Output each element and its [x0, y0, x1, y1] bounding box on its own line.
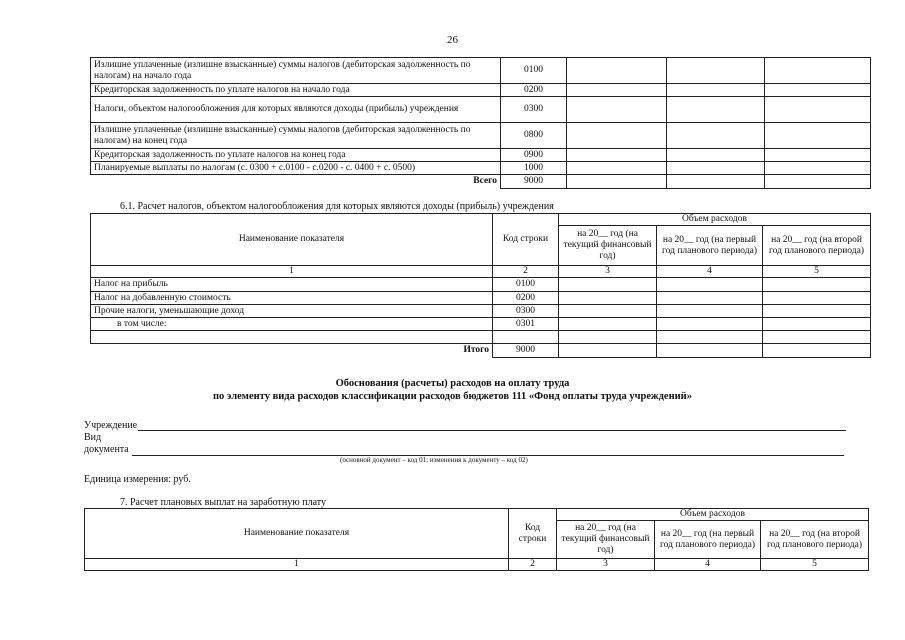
value-cell [559, 318, 657, 331]
row-code: 0200 [493, 292, 559, 305]
total-label: Всего [91, 175, 501, 189]
value-cell [667, 97, 765, 123]
header-volume: Объем расходов [557, 509, 869, 521]
row-name [91, 331, 493, 344]
value-cell [559, 278, 657, 292]
table-row [91, 123, 871, 149]
value-cell [763, 318, 871, 331]
value-cell [559, 305, 657, 318]
header-year-2: на 20__ год (на первый год планового периода) [655, 521, 761, 559]
value-cell [765, 162, 871, 175]
header-row [85, 509, 869, 521]
col-number: 4 [657, 266, 763, 278]
row-name: Налог на прибыль [91, 278, 493, 292]
header-row [91, 214, 871, 226]
value-cell [559, 331, 657, 344]
total-code: 9000 [493, 344, 559, 358]
value-cell [763, 305, 871, 318]
table-row [91, 305, 871, 318]
section-6-1-caption: 6.1. Расчет налогов, объектом налогообложения для которых являются доходы (прибыль) учреждения [120, 201, 554, 212]
value-cell [667, 149, 765, 162]
value-cell [765, 97, 871, 123]
column-number-row [85, 559, 869, 571]
col-number: 3 [559, 266, 657, 278]
header-year-1: на 20__ год (на текущий финансовый год) [559, 226, 657, 266]
row-name: Кредиторская задолженность по уплате налогов на начало года [91, 84, 501, 97]
value-cell [667, 175, 765, 189]
table-row [91, 58, 871, 84]
table-row [91, 292, 871, 305]
header-year-3: на 20__ год (на второй год планового периода) [763, 226, 871, 266]
value-cell [657, 278, 763, 292]
table-row [91, 318, 871, 331]
table-row [91, 331, 871, 344]
value-cell [567, 97, 667, 123]
value-cell [667, 84, 765, 97]
table-row [91, 84, 871, 97]
row-code [493, 331, 559, 344]
row-code: 0200 [501, 84, 567, 97]
header-year-2: на 20__ год (на первый год планового периода) [657, 226, 763, 266]
value-cell [559, 344, 657, 358]
justification-title: Обоснования (расчеты) расходов на оплату труда [335, 378, 570, 389]
col-number: 4 [655, 559, 761, 571]
value-cell [763, 278, 871, 292]
table-row [91, 149, 871, 162]
header-name: Наименование показателя [85, 509, 509, 559]
header-code: Код строки [509, 509, 557, 559]
doc-type-label: Вид [84, 432, 102, 443]
section-7-caption: 7. Расчет плановых выплат на заработную плату [120, 497, 327, 508]
table-row [91, 97, 871, 123]
row-name: Прочие налоги, уменьшающие доход [91, 305, 493, 318]
value-cell [765, 84, 871, 97]
value-cell [657, 344, 763, 358]
value-cell [657, 318, 763, 331]
header-year-1: на 20__ год (на текущий финансовый год) [557, 521, 655, 559]
table-row [91, 162, 871, 175]
page-number: 26 [447, 34, 458, 46]
doc-type-hint: (основной документ – код 01; изменения к документу – код 02) [340, 456, 528, 464]
col-number: 3 [557, 559, 655, 571]
row-code: 0800 [501, 123, 567, 149]
value-cell [657, 292, 763, 305]
row-name: Излишне уплаченные (излишне взысканные) суммы налогов (дебиторская задолженность по налогам) на конец года [91, 123, 501, 149]
value-cell [765, 123, 871, 149]
row-name: Налоги, объектом налогообложения для которых являются доходы (прибыль) учреждения [91, 97, 501, 123]
row-code: 0100 [493, 278, 559, 292]
row-name: в том числе: [91, 318, 493, 331]
unit-label: Единица измерения: руб. [84, 474, 191, 485]
doc-type-label-2: документа [84, 444, 129, 455]
row-code: 0300 [493, 305, 559, 318]
value-cell [765, 175, 871, 189]
row-code: 0301 [493, 318, 559, 331]
value-cell [567, 175, 667, 189]
header-volume: Объем расходов [559, 214, 871, 226]
value-cell [567, 58, 667, 84]
value-cell [765, 149, 871, 162]
total-label: Итого [91, 344, 493, 358]
value-cell [567, 123, 667, 149]
row-code: 0300 [501, 97, 567, 123]
value-cell [567, 84, 667, 97]
col-number: 1 [85, 559, 509, 571]
total-row [91, 344, 871, 358]
header-code: Код строки [493, 214, 559, 266]
col-number: 2 [509, 559, 557, 571]
institution-field[interactable] [138, 430, 846, 431]
row-name: Излишне уплаченные (излишне взысканные) суммы налогов (дебиторская задолженность по налогам) на начало года [91, 58, 501, 84]
row-name: Кредиторская задолженность по уплате налогов на конец года [91, 149, 501, 162]
salary-payments-table [84, 508, 869, 571]
value-cell [667, 123, 765, 149]
value-cell [667, 58, 765, 84]
row-name: Планируемые выплаты по налогам (с. 0300 + с.0100 - с.0200 - с. 0400 + с. 0500) [91, 162, 501, 175]
value-cell [765, 58, 871, 84]
value-cell [567, 149, 667, 162]
value-cell [763, 292, 871, 305]
value-cell [763, 344, 871, 358]
col-number: 5 [763, 266, 871, 278]
header-name: Наименование показателя [91, 214, 493, 266]
column-number-row [91, 266, 871, 278]
value-cell [657, 331, 763, 344]
value-cell [559, 292, 657, 305]
col-number: 1 [91, 266, 493, 278]
value-cell [567, 162, 667, 175]
table-row [91, 278, 871, 292]
tax-payments-table [90, 57, 871, 189]
row-code: 0100 [501, 58, 567, 84]
header-year-3: на 20__ год (на второй год планового периода) [761, 521, 869, 559]
value-cell [667, 162, 765, 175]
profit-tax-table [90, 213, 871, 358]
total-code: 9000 [501, 175, 567, 189]
total-row [91, 175, 871, 189]
value-cell [763, 331, 871, 344]
row-code: 0900 [501, 149, 567, 162]
institution-label: Учреждение [84, 420, 138, 431]
row-name: Налог на добавленную стоимость [91, 292, 493, 305]
col-number: 5 [761, 559, 869, 571]
justification-subtitle: по элементу вида расходов классификации расходов бюджетов 111 «Фонд оплаты труда учреждений» [212, 391, 692, 402]
col-number: 2 [493, 266, 559, 278]
row-code: 1000 [501, 162, 567, 175]
value-cell [657, 305, 763, 318]
